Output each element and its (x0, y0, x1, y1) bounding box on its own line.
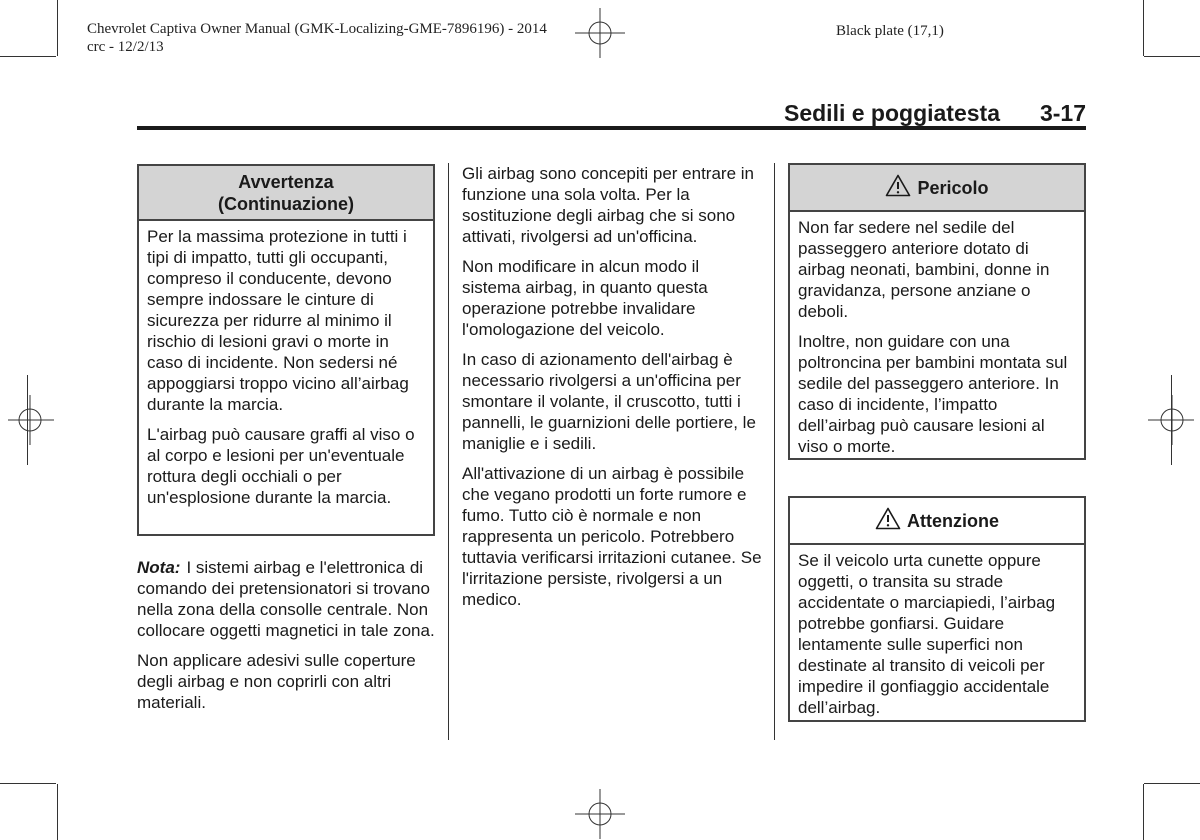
note-label: Nota: (137, 558, 181, 577)
middle-column (462, 163, 762, 619)
danger-box-header (790, 165, 1084, 212)
print-metadata-line-2: crc - 12/2/13 (87, 39, 164, 55)
caution-box-header (790, 498, 1084, 545)
danger-box (788, 163, 1086, 460)
warning-box (137, 164, 435, 536)
column-divider (448, 163, 449, 740)
danger-title: Pericolo (917, 178, 989, 198)
warning-title-continued: (Continuazione) (218, 194, 354, 214)
warning-box-header (139, 166, 433, 221)
registration-mark-icon (575, 789, 625, 839)
warning-triangle-icon (875, 507, 901, 535)
body-paragraph: Gli airbag sono concepiti per entrare in funzione una sola volta. Per la sostituzione degli airbag che si sono attivati, rivolgersi ad un'officina. (462, 164, 754, 246)
warning-paragraph: Per la massima protezione in tutti i tipi di impatto, tutti gli occupanti, compreso il conducente, devono sempre indossare le cinture di sicurezza per ridurre al minimo il rischio di lesioni gravi o morte in caso di incidente. Non sedersi né appoggiarsi troppo vicino all’airbag durante la marcia. (147, 227, 409, 414)
danger-paragraph: Non far sedere nel sedile del passeggero anteriore dotato di airbag neonati, bambini, donne in gravidanza, persone anziane o deboli. (798, 218, 1050, 321)
note (137, 557, 435, 713)
print-metadata-line-1: Chevrolet Captiva Owner Manual (GMK-Localizing-GME-7896196) - 2014 (87, 21, 547, 37)
caution-paragraph: Se il veicolo urta cunette oppure oggetti, o transita su strade accidentate o marciapiedi, l’airbag potrebbe gonfiarsi. Guidare lentamente sulle superfici non destinate al transito di veicoli per impedire il gonfiaggio accidentale dell’airbag. (798, 551, 1056, 717)
caution-box (788, 496, 1086, 722)
registration-mark-icon (8, 395, 54, 445)
warning-triangle-icon (885, 174, 911, 202)
registration-mark-icon (575, 8, 625, 58)
body-paragraph: Non modificare in alcun modo il sistema airbag, in quanto questa operazione potrebbe invalidare l'omologazione del veicolo. (462, 257, 708, 339)
page-number: 3-17 (1039, 100, 1086, 126)
danger-box-body (790, 212, 1084, 457)
caution-title: Attenzione (907, 511, 999, 531)
section-title: Sedili e poggiatesta (784, 100, 1000, 126)
warning-paragraph: L'airbag può causare graffi al viso o al corpo e lesioni per un'eventuale rottura degli occhiali o per un'esplosione durante la marcia. (147, 425, 415, 507)
body-paragraph: In caso di azionamento dell'airbag è necessario rivolgersi a un'officina per smontare il volante, il cruscotto, tutti i pannelli, le guarnizioni delle portiere, le maniglie e i sedili. (462, 350, 756, 453)
note-text: I sistemi airbag e l'elettronica di comando dei pretensionatori si trovano nella zona della consolle centrale. Non collocare oggetti magnetici in tale zona. (137, 558, 435, 640)
plate-label: Black plate (17,1) (836, 23, 944, 39)
danger-paragraph: Inoltre, non guidare con una poltroncina per bambini montata sul sedile del passeggero anteriore. In caso di incidente, l’impatto dell’airbag può causare lesioni al viso o morte. (798, 332, 1068, 456)
header-rule (137, 126, 1086, 130)
body-paragraph: All'attivazione di un airbag è possibile che vegano prodotti un forte rumore e fumo. Tutto ciò è normale e non rappresenta un pericolo. Potrebbero tuttavia verificarsi irritazioni cutanee. Se l'irritazione persiste, rivolgersi a un medico. (462, 464, 762, 609)
body-paragraph: Non applicare adesivi sulle coperture degli airbag e non coprirli con altri materiali. (137, 651, 416, 712)
warning-title: Avvertenza (238, 172, 334, 192)
left-column (137, 164, 435, 722)
caution-box-body (790, 545, 1084, 718)
right-column (788, 163, 1086, 722)
warning-box-body (139, 221, 433, 508)
print-metadata (87, 20, 547, 56)
column-divider (774, 163, 775, 740)
